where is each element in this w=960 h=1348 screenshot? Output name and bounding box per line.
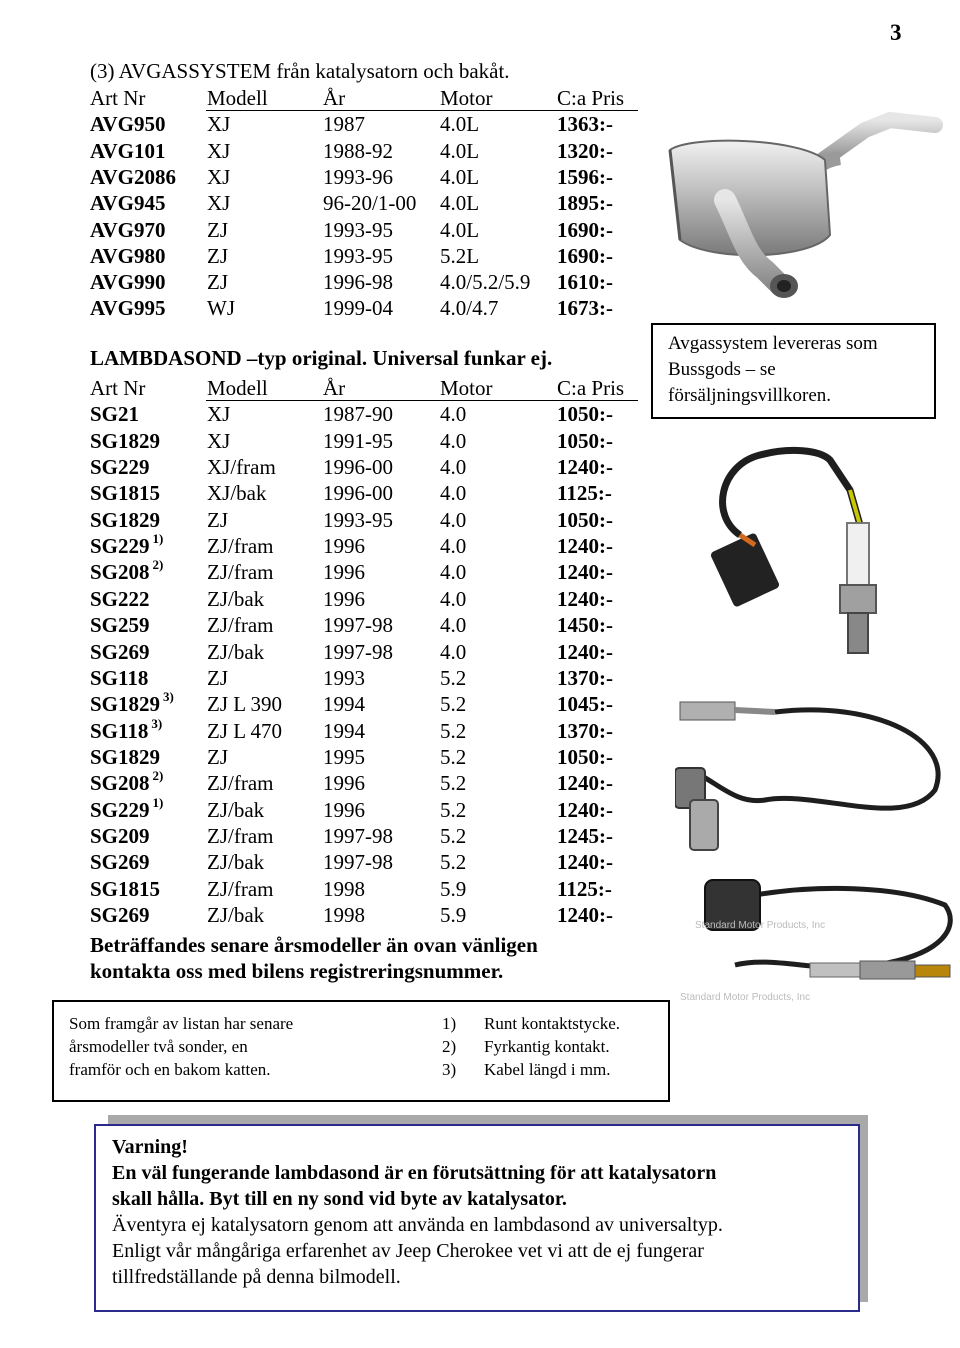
table-cell: 1993-96 <box>323 164 393 189</box>
muffler-image <box>650 90 950 310</box>
table-cell <box>90 666 148 691</box>
table-cell: WJ <box>207 296 235 321</box>
table-row <box>90 139 650 165</box>
art-number: SG118 <box>90 665 149 690</box>
table-cell: 1996 <box>323 586 365 611</box>
table-cell: 5.2 <box>440 718 467 743</box>
table-cell: 1996 <box>323 560 365 585</box>
table-cell <box>90 689 174 717</box>
table-cell: 4.0 <box>440 613 467 638</box>
table-cell: ZJ <box>207 217 228 242</box>
table-cell: 1045:- <box>557 692 613 717</box>
table-cell: 5.2 <box>440 744 467 769</box>
table-cell: 1050:- <box>557 428 613 453</box>
table-cell: 1125:- <box>557 876 612 901</box>
column-header: C:a Pris <box>557 86 625 110</box>
table-cell: 1240:- <box>557 639 613 664</box>
table-cell: XJ <box>207 138 231 163</box>
footnote-item <box>442 1058 620 1081</box>
table-cell: 96-20/1-00 <box>323 191 417 216</box>
header-underline <box>206 110 638 111</box>
table-cell: 1370:- <box>557 718 613 743</box>
footnote-text: Fyrkantig kontakt. <box>484 1037 610 1056</box>
table-cell: XJ <box>207 191 231 216</box>
art-number: SG229 <box>90 797 150 822</box>
notes-line-1: Som framgår av listan har senare <box>69 1014 294 1033</box>
table-cell: XJ <box>207 164 231 189</box>
table-cell <box>90 508 160 533</box>
table-cell: 1993 <box>323 665 365 690</box>
art-number: SG1829 <box>90 428 161 453</box>
art-number: SG1815 <box>90 481 161 506</box>
closing-line-2: kontakta oss med bilens registreringsnummer. <box>90 959 504 983</box>
table-cell <box>90 640 150 665</box>
art-number: SG229 <box>90 534 150 559</box>
table-cell: 5.2 <box>440 692 467 717</box>
closing-line-1: Beträffandes senare årsmodeller än ovan vänligen <box>90 933 538 957</box>
table-cell: 5.9 <box>440 876 467 901</box>
table-cell <box>90 455 150 480</box>
table-cell: 1988-92 <box>323 138 393 163</box>
table-cell: 1370:- <box>557 665 613 690</box>
table-cell: 4.0 <box>440 428 467 453</box>
footnote-item <box>442 1012 620 1035</box>
table-cell: ZJ <box>207 744 228 769</box>
table-row <box>90 715 650 745</box>
table-row <box>90 270 650 296</box>
table-cell: ZJ/fram <box>207 823 274 848</box>
table-cell: ZJ/bak <box>207 586 265 611</box>
table-cell: 1050:- <box>557 507 613 532</box>
table-row <box>90 191 650 217</box>
table-cell: 1999-04 <box>323 296 393 321</box>
table-cell: 1673:- <box>557 296 613 321</box>
warning-line-1: En väl fungerande lambdasond är en förutsättning för att katalysatorn <box>112 1162 717 1184</box>
art-number: SG1829 <box>90 744 161 769</box>
art-number: SG222 <box>90 586 150 611</box>
table-cell: AVG980 <box>90 243 166 268</box>
art-number: SG269 <box>90 639 150 664</box>
table-cell: 1995 <box>323 744 365 769</box>
table-cell <box>90 768 164 796</box>
table-cell: 4.0 <box>440 534 467 559</box>
table-cell: 4.0 <box>440 586 467 611</box>
footnote-marker: 3) <box>151 715 163 731</box>
table-cell <box>90 429 160 454</box>
footnote-marker: 3) <box>163 689 174 705</box>
footnote-marker: 2) <box>152 557 164 573</box>
table-cell: 1125:- <box>557 481 612 506</box>
column-header: Modell <box>207 86 268 110</box>
table-cell: 1997-98 <box>323 639 393 664</box>
table-cell: 1240:- <box>557 771 613 796</box>
table-cell: 1996-00 <box>323 455 393 480</box>
table-cell: 1997-98 <box>323 850 393 875</box>
footnote-number: 3) <box>442 1060 457 1079</box>
table-row <box>90 112 650 138</box>
exhaust-section-title: (3) AVGASSYSTEM från katalysatorn och bakåt. <box>90 59 510 83</box>
table-row <box>90 402 650 428</box>
closing-note <box>90 932 650 984</box>
shipping-note-line-2: Bussgods – se <box>668 359 776 380</box>
table-cell: 4.0L <box>440 112 480 137</box>
exhaust-table-header <box>90 86 650 112</box>
table-cell: 4.0 <box>440 507 467 532</box>
table-cell: 1050:- <box>557 744 613 769</box>
table-cell: ZJ/bak <box>207 903 265 927</box>
table-cell: 1610:- <box>557 270 613 295</box>
table-cell: 1994 <box>323 718 365 743</box>
table-cell: 1996 <box>323 771 365 796</box>
table-cell: ZJ/bak <box>207 797 265 822</box>
table-cell: AVG950 <box>90 112 166 137</box>
table-cell <box>90 850 150 875</box>
art-number: SG118 <box>90 718 149 743</box>
table-cell: ZJ/fram <box>207 876 274 901</box>
table-cell: 1240:- <box>557 455 613 480</box>
table-cell: 1993-95 <box>323 217 393 242</box>
table-cell: AVG2086 <box>90 164 176 189</box>
table-cell: 1596:- <box>557 164 613 189</box>
table-cell: 1690:- <box>557 243 613 268</box>
table-cell: 1245:- <box>557 823 613 848</box>
table-row <box>90 296 650 322</box>
art-number: SG259 <box>90 613 150 638</box>
art-number: SG269 <box>90 903 150 927</box>
table-row <box>90 824 650 850</box>
table-cell: AVG995 <box>90 296 166 321</box>
table-cell: 1987-90 <box>323 402 393 427</box>
table-cell: ZJ <box>207 665 228 690</box>
table-cell: XJ/fram <box>207 455 276 480</box>
image-watermark-1: Standard Motor Products, Inc <box>695 920 826 931</box>
table-cell: 1240:- <box>557 534 613 559</box>
table-cell: 1996-00 <box>323 481 393 506</box>
table-cell: 4.0L <box>440 217 480 242</box>
warning-box <box>94 1124 860 1312</box>
table-cell: AVG101 <box>90 138 166 163</box>
table-cell: 1363:- <box>557 112 613 137</box>
warning-line-3: Äventyra ej katalysatorn genom att använda en lambdasond av universaltyp. <box>112 1214 723 1236</box>
table-cell: 1993-95 <box>323 507 393 532</box>
table-row <box>90 640 650 666</box>
table-cell: 4.0 <box>440 481 467 506</box>
header-underline <box>206 400 638 401</box>
table-cell: AVG945 <box>90 191 166 216</box>
table-cell: 1240:- <box>557 586 613 611</box>
table-cell: 1997-98 <box>323 823 393 848</box>
table-cell: ZJ <box>207 243 228 268</box>
column-header: Motor <box>440 376 493 400</box>
table-cell: 5.2 <box>440 665 467 690</box>
table-cell: 4.0/5.2/5.9 <box>440 270 531 295</box>
art-number: SG1829 <box>90 692 161 717</box>
table-cell: ZJ/fram <box>207 560 274 585</box>
table-cell: XJ/bak <box>207 481 267 506</box>
column-header: År <box>323 86 346 110</box>
warning-title: Varning! <box>112 1136 188 1158</box>
table-row <box>90 531 650 560</box>
table-row <box>90 794 650 824</box>
table-row <box>90 557 650 586</box>
table-cell: 4.0 <box>440 402 467 427</box>
warning-line-5: tillfredställande på denna bilmodell. <box>112 1266 401 1288</box>
table-row <box>90 903 650 929</box>
footnote-marker: 1) <box>152 531 164 547</box>
shipping-note-line-1: Avgassystem levereras som <box>668 333 878 354</box>
table-cell <box>90 587 150 612</box>
table-cell: 1320:- <box>557 138 613 163</box>
table-cell: 4.0L <box>440 138 480 163</box>
table-cell <box>90 557 164 585</box>
table-cell: AVG990 <box>90 270 166 295</box>
table-cell: 1690:- <box>557 217 613 242</box>
column-header: C:a Pris <box>557 376 625 400</box>
table-cell <box>90 481 160 506</box>
shipping-note-box <box>651 323 936 419</box>
table-cell <box>90 613 150 638</box>
notes-line-3: framför och en bakom katten. <box>69 1060 271 1079</box>
footnote-number: 2) <box>442 1037 457 1056</box>
table-cell: ZJ <box>207 507 228 532</box>
column-header: Art Nr <box>90 376 146 400</box>
table-cell: 5.2L <box>440 243 480 268</box>
table-row <box>90 666 650 692</box>
table-cell: ZJ <box>207 270 228 295</box>
table-cell: 1050:- <box>557 402 613 427</box>
table-row <box>90 877 650 903</box>
table-cell: 4.0L <box>440 191 480 216</box>
page-number: 3 <box>890 20 902 45</box>
table-cell: 4.0L <box>440 164 480 189</box>
footnote-marker: 1) <box>152 794 164 810</box>
footnotes <box>442 1012 620 1081</box>
table-row <box>90 244 650 270</box>
table-row <box>90 165 650 191</box>
notes-box <box>52 1000 670 1102</box>
notes-line-2: årsmodeller två sonder, en <box>69 1037 248 1056</box>
table-cell: 1993-95 <box>323 243 393 268</box>
table-cell: ZJ/bak <box>207 850 265 875</box>
table-cell: 5.2 <box>440 797 467 822</box>
table-row <box>90 850 650 876</box>
warning-line-4: Enligt vår mångåriga erfarenhet av Jeep Cherokee vet vi att de ej fungerar <box>112 1240 704 1262</box>
table-cell: 1996-98 <box>323 270 393 295</box>
table-cell: 1991-95 <box>323 428 393 453</box>
art-number: SG21 <box>90 402 140 427</box>
table-row <box>90 508 650 534</box>
art-number: SG229 <box>90 455 150 480</box>
table-cell: 1987 <box>323 112 365 137</box>
table-row <box>90 481 650 507</box>
table-cell: ZJ/fram <box>207 534 274 559</box>
column-header: År <box>323 376 346 400</box>
table-cell: 4.0/4.7 <box>440 296 499 321</box>
table-cell: 1240:- <box>557 560 613 585</box>
table-row <box>90 429 650 455</box>
footnote-item <box>442 1035 620 1058</box>
table-cell <box>90 824 150 849</box>
footnote-marker: 2) <box>152 768 164 784</box>
art-number: SG269 <box>90 850 150 875</box>
table-row <box>90 745 650 771</box>
table-cell: XJ <box>207 428 231 453</box>
art-number: SG208 <box>90 560 150 585</box>
warning-line-2: skall hålla. Byt till en ny sond vid byte av katalysator. <box>112 1188 567 1210</box>
table-cell: 5.9 <box>440 903 467 927</box>
table-cell: 1996 <box>323 534 365 559</box>
table-cell: 1998 <box>323 903 365 927</box>
table-cell <box>90 903 150 928</box>
table-row <box>90 455 650 481</box>
table-row <box>90 587 650 613</box>
table-cell: 5.2 <box>440 850 467 875</box>
table-row <box>90 689 650 718</box>
oxygen-sensor-image-1 <box>700 435 910 660</box>
table-cell: XJ <box>207 112 231 137</box>
table-cell <box>90 877 160 902</box>
table-cell: ZJ L 390 <box>207 692 283 717</box>
art-number: SG209 <box>90 823 150 848</box>
footnote-text: Runt kontaktstycke. <box>484 1014 620 1033</box>
art-number: SG208 <box>90 771 150 796</box>
column-header: Motor <box>440 86 493 110</box>
image-watermark-2: Standard Motor Products, Inc <box>680 992 811 1003</box>
table-cell <box>90 794 164 823</box>
oxygen-sensor-image-2 <box>675 680 960 860</box>
table-cell: 1997-98 <box>323 613 393 638</box>
art-number: SG1815 <box>90 876 161 901</box>
table-cell: ZJ/bak <box>207 639 265 664</box>
table-cell: 4.0 <box>440 560 467 585</box>
table-cell <box>90 715 163 744</box>
lambda-table-header <box>90 376 650 402</box>
table-row <box>90 613 650 639</box>
oxygen-sensor-image-3 <box>675 865 960 1005</box>
footnote-number: 1) <box>442 1014 457 1033</box>
footnote-text: Kabel längd i mm. <box>484 1060 611 1079</box>
table-cell: AVG970 <box>90 217 166 242</box>
table-cell: XJ <box>207 402 231 427</box>
table-cell: 1240:- <box>557 797 613 822</box>
table-cell <box>90 531 164 559</box>
table-cell: 5.2 <box>440 771 467 796</box>
table-cell <box>90 402 139 427</box>
table-row <box>90 218 650 244</box>
table-cell: 5.2 <box>440 823 467 848</box>
table-cell: 1998 <box>323 876 365 901</box>
table-cell: 1996 <box>323 797 365 822</box>
table-row <box>90 768 650 797</box>
table-cell: 4.0 <box>440 455 467 480</box>
table-cell: 1240:- <box>557 903 613 927</box>
notes-text <box>69 1012 369 1081</box>
column-header: Art Nr <box>90 86 146 110</box>
table-cell: 1994 <box>323 692 365 717</box>
table-cell <box>90 745 160 770</box>
art-number: SG1829 <box>90 507 161 532</box>
column-header: Modell <box>207 376 268 400</box>
shipping-note-line-3: försäljningsvillkoren. <box>668 385 832 406</box>
lambda-section-title: LAMBDASOND –typ original. Universal funkar ej. <box>90 346 553 370</box>
table-cell: 4.0 <box>440 639 467 664</box>
table-cell: ZJ L 470 <box>207 718 283 743</box>
table-cell: 1895:- <box>557 191 613 216</box>
table-cell: ZJ/fram <box>207 771 274 796</box>
table-cell: 1240:- <box>557 850 613 875</box>
table-cell: ZJ/fram <box>207 613 274 638</box>
table-cell: 1450:- <box>557 613 613 638</box>
